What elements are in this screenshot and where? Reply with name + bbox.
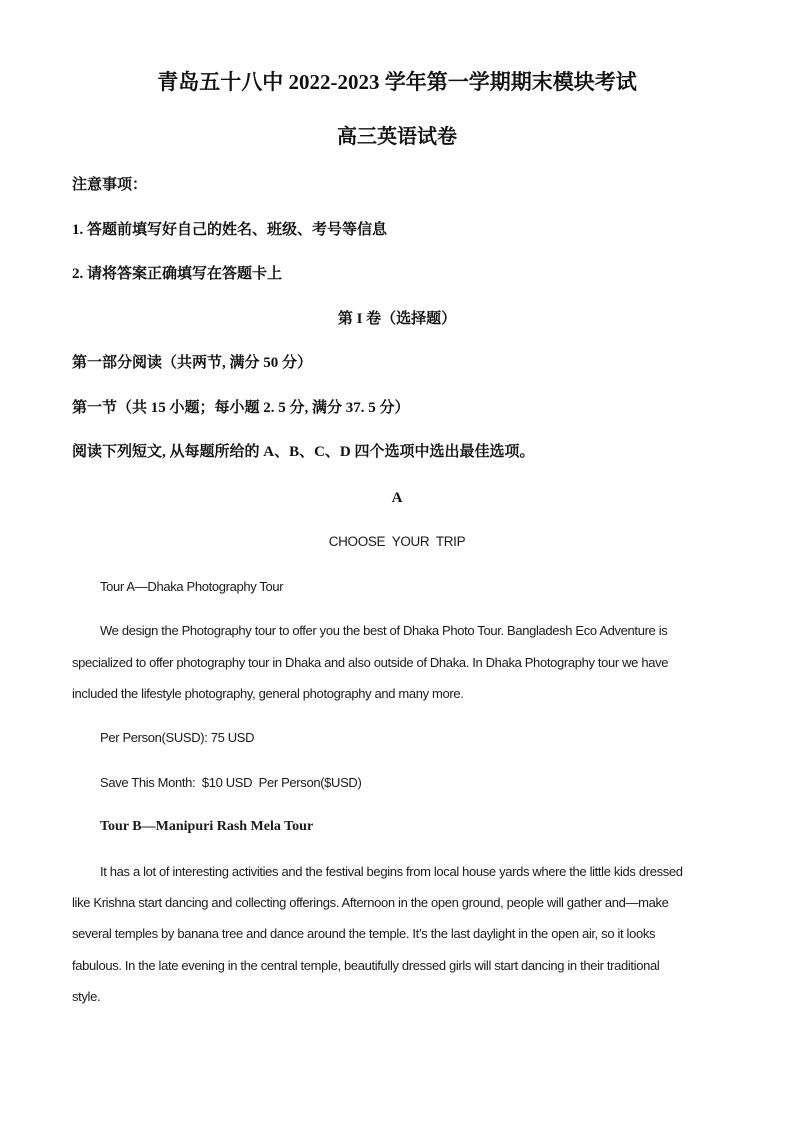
notice-item-1: 1. 答题前填写好自己的姓名、班级、考号等信息 <box>72 222 388 238</box>
tour-b-body-line: It has a lot of interesting activities and the festival begins from local house yards where the little kids dressed <box>100 864 683 879</box>
tour-b-body-line: fabulous. In the late evening in the central temple, beautifully dressed girls will start dancing in their traditional <box>72 958 660 973</box>
passage-letter: A <box>391 490 403 506</box>
tour-b-body-line: style. <box>72 989 101 1004</box>
volume-heading: 第 I 卷（选择题） <box>337 311 457 327</box>
tour-a-body-line: included the lifestyle photography, general photography and many more. <box>72 686 464 701</box>
exam-title: 青岛五十八中 2022-2023 学年第一学期期末模块考试 <box>157 70 637 94</box>
tour-a-body-line: specialized to offer photography tour in Dhaka and also outside of Dhaka. In Dhaka Photography tour we have <box>72 655 669 670</box>
tour-b-body-line: several temples by banana tree and dance around the temple. It’s the last daylight in the open air, so it looks <box>72 926 656 941</box>
exam-subtitle: 高三英语试卷 <box>337 126 457 148</box>
passage-title: CHOOSE YOUR TRIP <box>328 534 466 549</box>
part-heading: 第一部分阅读（共两节, 满分 50 分） <box>72 355 313 371</box>
subsection-heading: 第一节（共 15 小题；每小题 2. 5 分, 满分 37. 5 分） <box>72 400 410 416</box>
tour-a-save: Save This Month: $10 USD Per Person($USD) <box>100 775 362 790</box>
tour-b-body-line: like Krishna start dancing and collecting offerings. Afternoon in the open ground, people will gather and—make <box>72 895 669 910</box>
tour-a-heading: Tour A—Dhaka Photography Tour <box>100 579 284 594</box>
tour-b-heading: Tour B—Manipuri Rash Mela Tour <box>100 819 314 834</box>
tour-a-body-line: We design the Photography tour to offer you the best of Dhaka Photo Tour. Bangladesh Eco Adventure is <box>100 623 668 638</box>
notice-item-2: 2. 请将答案正确填写在答题卡上 <box>72 266 283 282</box>
tour-a-price: Per Person(SUSD): 75 USD <box>100 730 255 745</box>
instruction-text: 阅读下列短文, 从每题所给的 A、B、C、D 四个选项中选出最佳选项。 <box>72 444 535 460</box>
notice-heading: 注意事项： <box>72 177 148 193</box>
